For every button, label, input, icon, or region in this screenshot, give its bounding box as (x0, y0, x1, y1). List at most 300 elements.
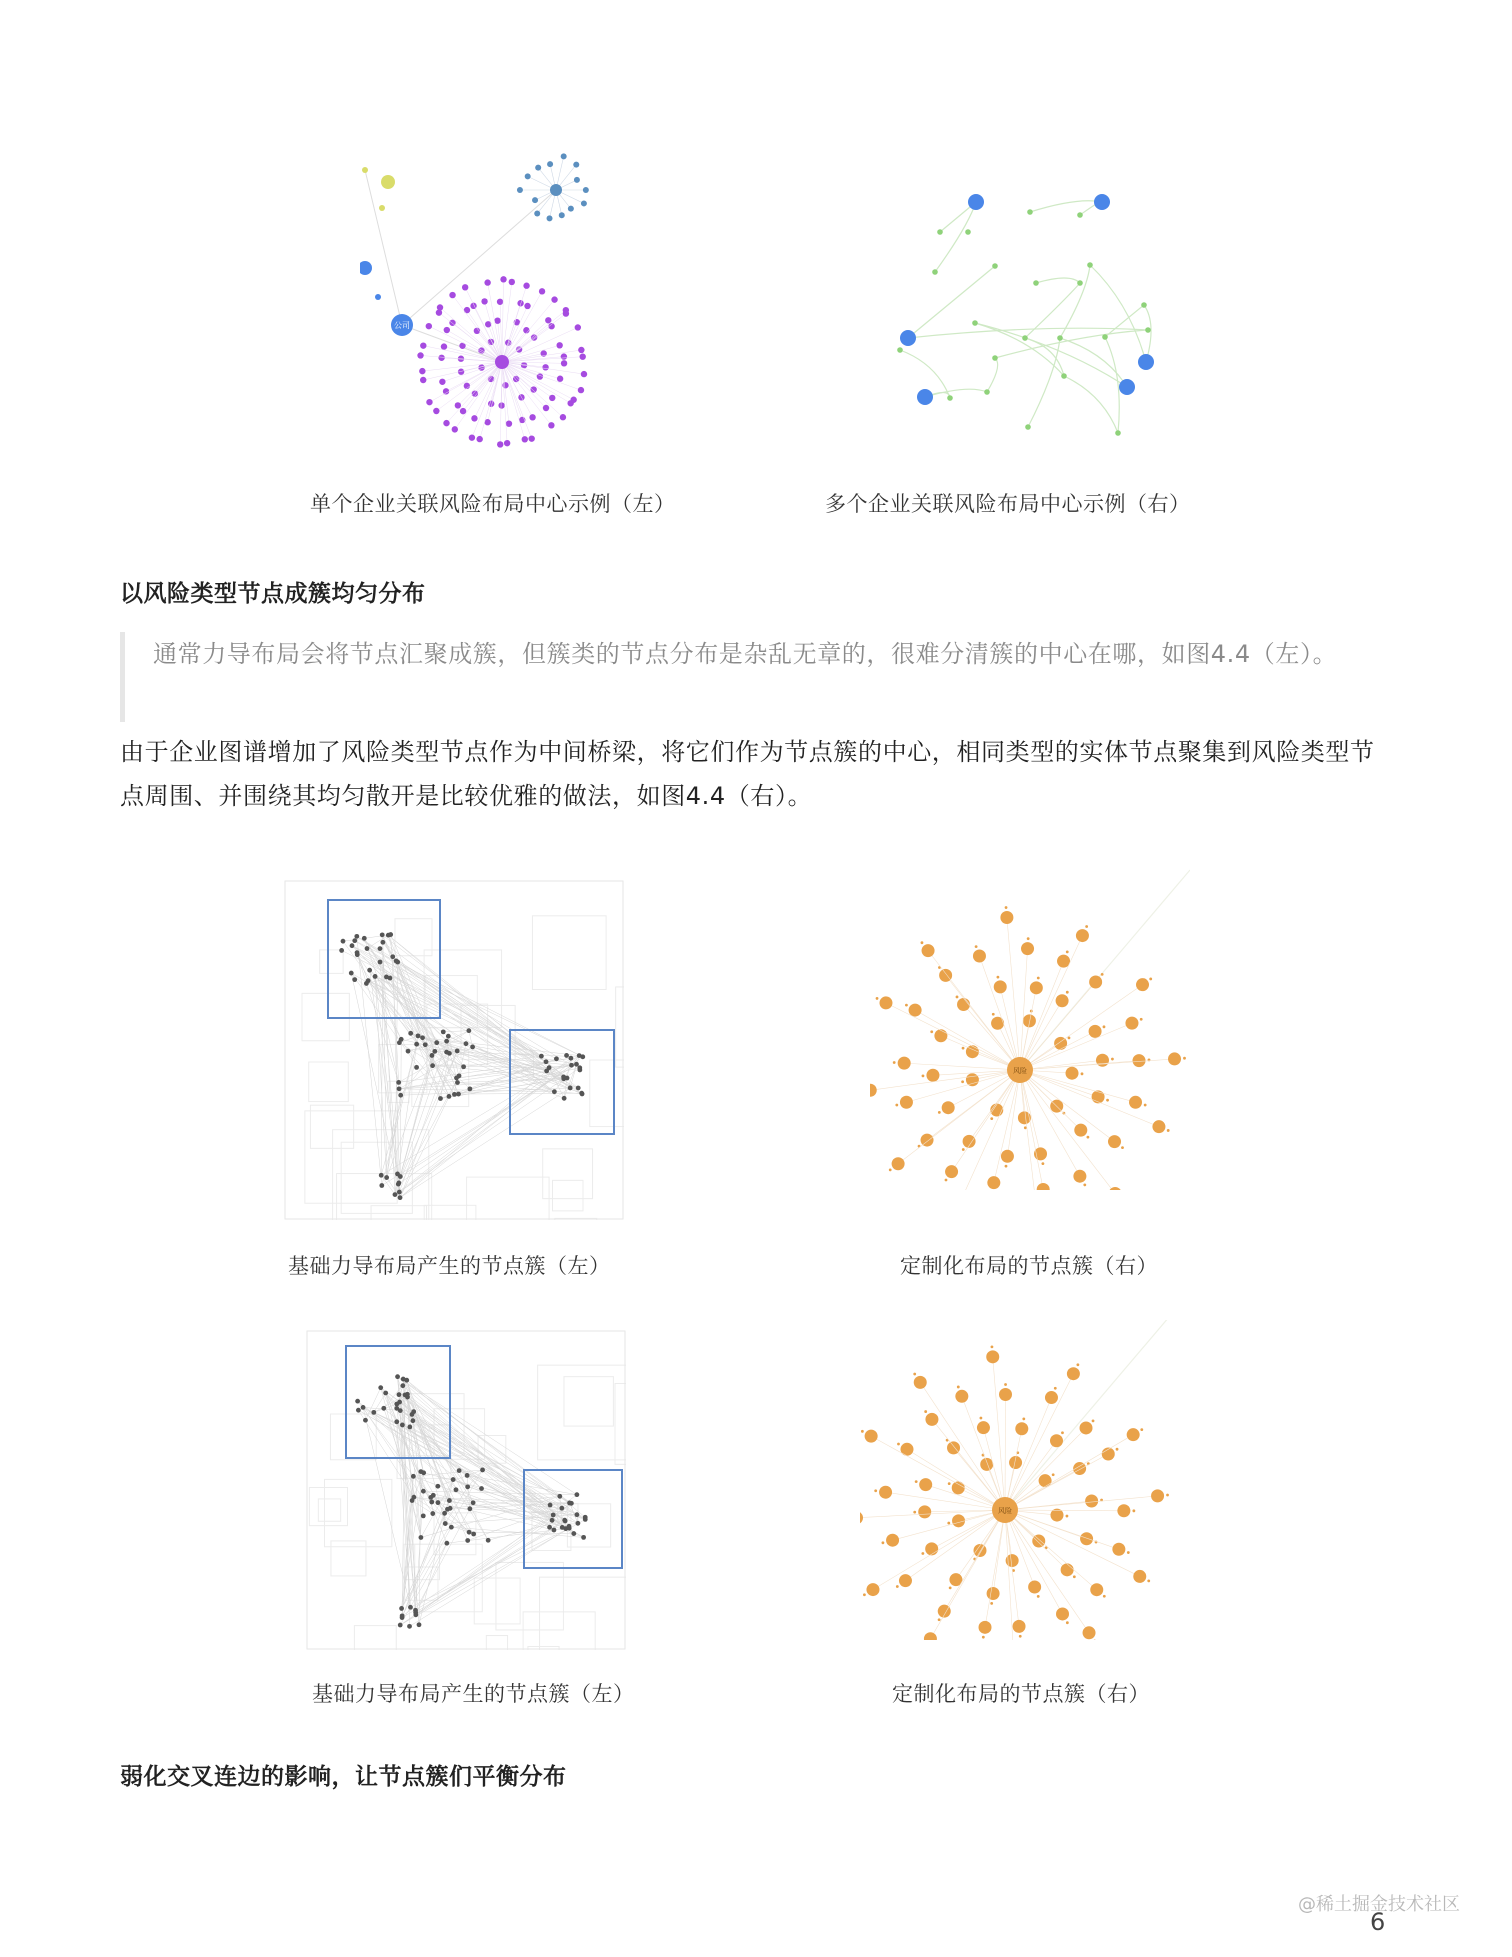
graph-node (1106, 1099, 1109, 1102)
graph-node (1073, 1575, 1076, 1578)
graph-node (461, 1064, 466, 1069)
graph-node (420, 1035, 425, 1040)
graph-node (579, 353, 585, 359)
graph-node (1083, 1626, 1096, 1639)
graph-node (892, 1157, 905, 1170)
graph-node (942, 1101, 955, 1114)
graph-node (441, 1029, 446, 1034)
page-number: 6 (1370, 1908, 1386, 1936)
edge (397, 1404, 416, 1615)
graph-node (1112, 1543, 1125, 1556)
graph-node (1152, 1120, 1165, 1133)
graph-node (549, 395, 555, 401)
edge (357, 953, 368, 981)
edge (1090, 265, 1146, 362)
graph-node (1119, 379, 1135, 395)
graph-node (398, 1195, 403, 1200)
graph-node (897, 1443, 900, 1446)
graph-node (548, 1503, 553, 1508)
graph-node (962, 1148, 965, 1151)
graph-node (410, 1412, 415, 1417)
graph-node (583, 1517, 588, 1522)
graph-node (399, 1606, 404, 1611)
graph-node (420, 342, 426, 348)
graph-node (1121, 1146, 1124, 1149)
graph-node (575, 1521, 580, 1526)
graph-node (355, 1399, 360, 1404)
graph-node (1066, 991, 1069, 994)
graph-node (1054, 1387, 1057, 1390)
caption-multi-risk: 多个企业关联风险布局中心示例（右） (825, 492, 1191, 516)
graph-node (509, 279, 515, 285)
graph-node (362, 167, 368, 173)
graph-node (464, 307, 470, 313)
edge (908, 266, 995, 338)
graph-node (945, 1165, 958, 1178)
graph-node (355, 950, 360, 955)
figure-custom-layout-2 (860, 1320, 1170, 1640)
watermark: @稀土掘金技术社区 (1298, 1894, 1460, 1915)
graph-node (915, 1480, 918, 1483)
graph-node (379, 205, 385, 211)
graph-node (435, 1484, 440, 1489)
graph-node (1004, 1383, 1007, 1386)
graph-node (460, 408, 466, 414)
grid-cell (567, 1504, 610, 1547)
graph-node (1030, 981, 1043, 994)
graph-node (350, 943, 355, 948)
edge (1007, 1070, 1020, 1156)
graph-node (407, 1624, 412, 1629)
graph-node (1076, 929, 1089, 942)
graph-node (1052, 1473, 1055, 1476)
graph-node (439, 379, 445, 385)
graph-node (1021, 942, 1034, 955)
risk-center-label: 风险 (1013, 1067, 1027, 1075)
graph-node (1037, 1183, 1050, 1190)
edge (957, 1070, 1020, 1190)
graph-node (1066, 950, 1069, 953)
graph-node (990, 1103, 1003, 1116)
graph-node (498, 402, 504, 408)
graph-node (484, 279, 490, 285)
graph-node (388, 932, 393, 937)
graph-node (532, 197, 538, 203)
graph-node (965, 229, 971, 235)
graph-node (352, 977, 357, 982)
edge (502, 362, 584, 374)
graph-node (383, 1391, 388, 1396)
graph-node (966, 1073, 979, 1086)
graph-node (968, 194, 984, 210)
graph-node (982, 1636, 985, 1639)
graph-node (563, 1519, 568, 1524)
graph-node (433, 408, 439, 414)
graph-node (488, 401, 494, 407)
graph-node (1080, 1532, 1093, 1545)
graph-node (900, 330, 916, 346)
graph-node (1129, 1096, 1142, 1109)
graph-node (419, 1535, 424, 1540)
graph-node (400, 1423, 405, 1428)
graph-node (417, 1622, 422, 1627)
graph-node (561, 360, 567, 366)
graph-node (378, 1385, 383, 1390)
edge (375, 976, 564, 1076)
graph-node (574, 1062, 579, 1067)
graph-node (398, 1623, 403, 1628)
graph-node (1056, 1607, 1069, 1620)
graph-node (1117, 1504, 1130, 1517)
graph-node (1083, 1184, 1086, 1187)
graph-node (986, 1350, 999, 1363)
graph-node (1116, 1448, 1119, 1451)
graph-node (400, 1615, 405, 1620)
graph-node (919, 1478, 932, 1491)
graph-node (539, 1054, 544, 1059)
graph-node (517, 300, 523, 306)
edge (447, 1528, 569, 1543)
graph-node (539, 288, 545, 294)
figure-multi-risk-layout (880, 180, 1180, 440)
graph-node (921, 941, 924, 944)
graph-node (925, 1413, 938, 1426)
graph-node (924, 1632, 937, 1640)
graph-node (573, 162, 579, 168)
graph-node (447, 1498, 452, 1503)
graph-node (1077, 212, 1083, 218)
graph-node (397, 1392, 402, 1397)
graph-node (454, 1487, 459, 1492)
edge (502, 314, 566, 362)
edge (1005, 1510, 1124, 1511)
graph-node (547, 215, 553, 221)
graph-node (578, 387, 584, 393)
graph-node (994, 980, 1007, 993)
graph-node (1133, 1570, 1146, 1583)
graph-node (371, 1410, 376, 1415)
caption-custom-layout-1: 定制化布局的节点簇（右） (900, 1254, 1158, 1278)
edge (1005, 1510, 1097, 1590)
graph-node (957, 1386, 960, 1389)
graph-node (930, 1030, 933, 1033)
graph-node (896, 1585, 899, 1588)
graph-node (421, 1489, 426, 1494)
graph-node (1061, 1431, 1064, 1434)
graph-node (428, 1495, 433, 1500)
graph-node (1022, 335, 1028, 341)
graph-node (456, 1092, 461, 1097)
caption-custom-layout-2: 定制化布局的节点簇（右） (892, 1682, 1150, 1706)
graph-node (1092, 1090, 1105, 1103)
graph-node (948, 1482, 951, 1485)
graph-node (581, 1535, 586, 1540)
graph-node (568, 206, 574, 212)
graph-node (438, 355, 444, 361)
graph-node (567, 400, 573, 406)
edge (402, 1503, 571, 1616)
graph-node (947, 1441, 960, 1454)
graph-node (500, 276, 506, 282)
graph-node (462, 284, 468, 290)
graph-node (410, 1418, 415, 1423)
edge (1020, 1070, 1115, 1190)
graph-node (444, 1050, 449, 1055)
edge (1025, 283, 1080, 338)
graph-node (525, 173, 531, 179)
grid-cell (496, 1562, 563, 1629)
graph-node (583, 187, 589, 193)
grid-cell (615, 1384, 626, 1465)
graph-node (1103, 1595, 1106, 1598)
graph-node (504, 440, 510, 446)
edge (1028, 338, 1060, 427)
graph-node (1103, 1025, 1106, 1028)
graph-node (876, 997, 879, 1000)
graph-node (397, 1086, 402, 1091)
grid-cell (305, 1111, 397, 1203)
graph-node (559, 1506, 564, 1511)
edge (357, 936, 572, 1065)
graph-node (414, 1065, 419, 1070)
graph-node (1013, 1620, 1026, 1633)
graph-node (1138, 354, 1154, 370)
graph-node (1022, 1418, 1025, 1421)
graph-node (442, 1511, 447, 1516)
graph-node (426, 399, 432, 405)
graph-node (574, 1492, 579, 1497)
graph-node (394, 1402, 399, 1407)
graph-node (952, 1481, 965, 1494)
graph-node (430, 1063, 435, 1068)
edge (1030, 201, 1102, 212)
edge (439, 313, 502, 362)
graph-node (1101, 973, 1104, 976)
graph-node (417, 352, 423, 358)
graph-node (569, 1501, 574, 1506)
graph-node (1033, 280, 1039, 286)
graph-node (1140, 1018, 1143, 1021)
graph-node (564, 1053, 569, 1058)
graph-node (444, 1541, 449, 1546)
grid-cell (474, 1578, 520, 1624)
graph-node (411, 1474, 416, 1479)
graph-node (1125, 1017, 1138, 1030)
graph-node (949, 1586, 952, 1589)
graph-node (449, 292, 455, 298)
graph-node (443, 1521, 448, 1526)
graph-node (529, 414, 535, 420)
graph-node (574, 177, 580, 183)
graph-node (562, 1096, 567, 1101)
graph-node (925, 1542, 938, 1555)
graph-node (1089, 975, 1102, 988)
graph-node (860, 1511, 863, 1524)
graph-node (465, 1473, 470, 1478)
edge (1020, 1070, 1043, 1189)
graph-node (405, 1395, 410, 1400)
graph-node (992, 1013, 995, 1016)
edge (871, 1436, 1005, 1510)
graph-node (455, 1080, 460, 1085)
graph-node (934, 1029, 947, 1042)
grid-cell (354, 1626, 396, 1650)
graph-node (416, 1033, 421, 1038)
graph-node (457, 1468, 462, 1473)
graph-node (1045, 1391, 1058, 1404)
graph-node (879, 996, 892, 1009)
graph-node (543, 405, 549, 411)
edge (915, 1010, 1020, 1070)
graph-node (363, 1418, 368, 1423)
graph-node (352, 938, 357, 943)
edge (860, 1510, 1005, 1518)
graph-node (991, 1345, 994, 1348)
graph-node (1166, 1494, 1169, 1497)
edge (398, 1051, 434, 1184)
graph-node (523, 283, 529, 289)
edge (995, 330, 1148, 358)
grid-cell (532, 916, 606, 990)
graph-node (1066, 1515, 1069, 1518)
graph-node (1168, 1052, 1181, 1065)
graph-node (980, 1417, 983, 1420)
graph-node (932, 269, 938, 275)
graph-node (955, 1390, 968, 1403)
graph-node (1127, 1428, 1140, 1441)
edge (904, 1063, 1020, 1070)
graph-node (544, 1059, 549, 1064)
graph-node (393, 1192, 398, 1197)
graph-node (465, 1538, 470, 1543)
graph-node (547, 1065, 552, 1070)
graph-node (1140, 1428, 1143, 1431)
graph-node (378, 960, 383, 965)
graph-node (882, 1541, 885, 1544)
graph-node (1133, 1054, 1146, 1067)
body-paragraph: 由于企业图谱增加了风险类型节点作为中间桥梁，将它们作为节点簇的中心，相同类型的实体节点聚集到风险类型节点周围、并围绕其均匀散开是比较优雅的做法，如图4.4（右）。 (120, 738, 1375, 810)
graph-node (381, 1406, 386, 1411)
graph-node (1115, 430, 1121, 436)
graph-node (548, 422, 554, 428)
graph-node (952, 1514, 965, 1527)
graph-node (575, 324, 581, 330)
edge (886, 1492, 1005, 1510)
graph-node (1032, 1534, 1045, 1547)
graph-node (465, 1484, 470, 1489)
graph-node (922, 944, 935, 957)
graph-node (446, 1034, 451, 1039)
figure-single-risk-layout (360, 140, 620, 450)
graph-node (400, 1383, 405, 1388)
graph-node (861, 1430, 864, 1433)
graph-node (1149, 978, 1152, 981)
edge (1060, 265, 1090, 338)
grid-cell (564, 1377, 613, 1426)
basic-force-graph-1 (284, 880, 624, 1220)
graph-node (394, 959, 399, 964)
graph-node (1111, 1058, 1114, 1061)
graph-node (561, 353, 567, 359)
graph-node (349, 971, 354, 976)
graph-node (451, 1477, 456, 1482)
caption-single-risk: 单个企业关联风险布局中心示例（左） (310, 492, 676, 516)
graph-node (396, 1080, 401, 1085)
graph-node (938, 1111, 941, 1114)
graph-node (1041, 1162, 1044, 1165)
graph-node (922, 1074, 925, 1077)
graph-node (547, 1525, 552, 1530)
edge (416, 1543, 447, 1615)
graph-node (476, 436, 482, 442)
graph-node (1145, 327, 1151, 333)
graph-node (937, 229, 943, 235)
edge (1005, 1320, 1170, 1510)
graph-node (408, 1605, 413, 1610)
graph-node (530, 386, 536, 392)
graph-node (464, 1041, 469, 1046)
grid-cell (590, 1060, 624, 1127)
graph-node (430, 1511, 435, 1516)
graph-node (1000, 911, 1013, 924)
graph-node (390, 954, 395, 959)
custom-layout-graph-2 (860, 1320, 1170, 1640)
graph-node (1076, 1363, 1079, 1366)
graph-node (395, 1374, 400, 1379)
grid-cell (318, 1499, 340, 1521)
blockquote-text: 通常力导布局会将节点汇聚成簇，但簇类的节点分布是杂乱无章的，很难分清簇的中心在哪，如图4.4（左）。 (153, 640, 1338, 668)
edge (893, 1510, 1005, 1540)
graph-node (444, 1039, 449, 1044)
graph-node (939, 969, 952, 982)
grid-cell (371, 1206, 426, 1220)
single-risk-graph (360, 140, 620, 450)
graph-node (550, 184, 562, 196)
graph-node (980, 1458, 993, 1471)
edge (1064, 376, 1118, 433)
graph-node (419, 368, 425, 374)
graph-node (1057, 335, 1063, 341)
graph-node (414, 1042, 419, 1047)
graph-node (339, 948, 344, 953)
edge (395, 1036, 418, 1195)
graph-node (452, 426, 458, 432)
graph-node (975, 945, 978, 948)
graph-node (1141, 302, 1147, 308)
graph-node (452, 1092, 457, 1097)
graph-node (384, 1175, 389, 1180)
graph-node (1050, 1434, 1063, 1447)
graph-node (1108, 1135, 1121, 1148)
graph-node (557, 1494, 562, 1499)
graph-node (1077, 280, 1083, 286)
graph-node (577, 1053, 582, 1058)
graph-node (381, 175, 395, 189)
graph-node (866, 1583, 879, 1596)
graph-node (1132, 1509, 1135, 1512)
edge (395, 1058, 571, 1194)
graph-node (361, 1405, 366, 1410)
graph-node (569, 1056, 574, 1061)
graph-node (886, 1534, 899, 1547)
edge (454, 1078, 456, 1094)
graph-node (552, 1528, 557, 1533)
graph-node (495, 355, 509, 369)
graph-node (1073, 1170, 1086, 1183)
edge (1105, 337, 1119, 433)
edge (935, 202, 976, 272)
graph-node (560, 1525, 565, 1530)
